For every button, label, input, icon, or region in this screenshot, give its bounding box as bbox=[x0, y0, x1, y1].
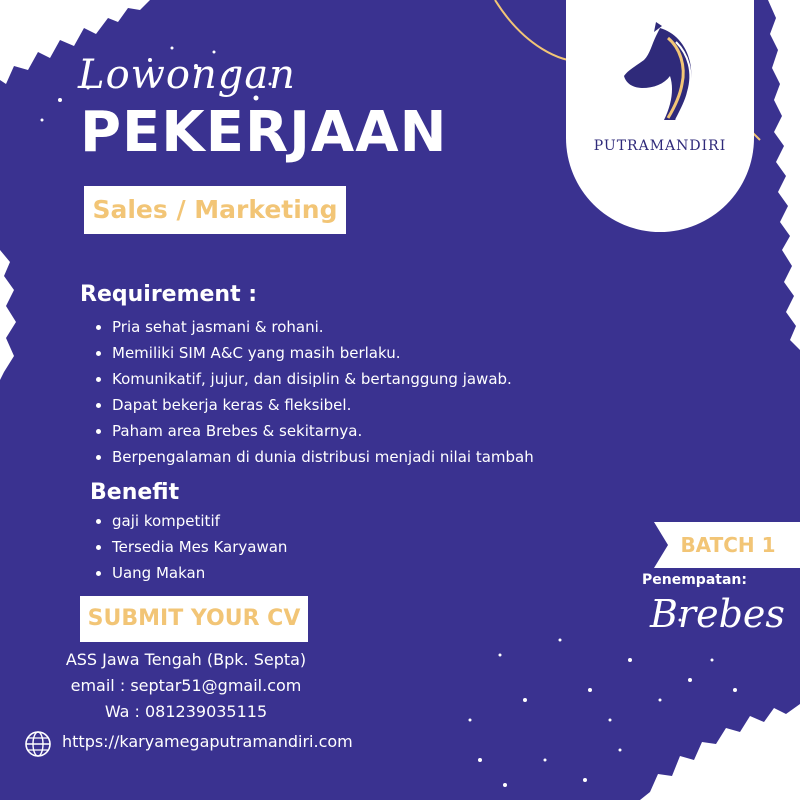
placement-city: Brebes bbox=[650, 592, 785, 636]
requirement-title: Requirement : bbox=[80, 282, 258, 307]
position-label: Sales / Marketing bbox=[84, 186, 346, 234]
requirement-list bbox=[94, 314, 534, 470]
benefit-item: Tersedia Mes Karyawan bbox=[94, 534, 287, 560]
benefit-list bbox=[94, 508, 287, 586]
torn-paper-right bbox=[768, 0, 800, 350]
torn-paper-left bbox=[0, 250, 16, 380]
benefit-title: Benefit bbox=[90, 480, 180, 505]
requirement-item: Dapat bekerja keras & fleksibel. bbox=[94, 392, 534, 418]
website-link[interactable]: https://karyamegaputramandiri.com bbox=[62, 732, 353, 751]
submit-cv-button[interactable]: SUBMIT YOUR CV bbox=[80, 596, 308, 642]
contact-wa[interactable]: Wa : 081239035115 bbox=[104, 702, 268, 721]
placement-label: Penempatan: bbox=[642, 572, 747, 588]
horse-head-icon bbox=[616, 22, 706, 126]
torn-paper-bottom-right bbox=[640, 704, 800, 800]
requirement-item: Pria sehat jasmani & rohani. bbox=[94, 314, 534, 340]
globe-icon bbox=[24, 730, 52, 758]
heading-script: Lowongan bbox=[78, 52, 296, 98]
requirement-item: Memiliki SIM A&C yang masih berlaku. bbox=[94, 340, 534, 366]
requirement-item: Komunikatif, jujur, dan disiplin & bertanggung jawab. bbox=[94, 366, 534, 392]
logo-text: PUTRAMANDIRI bbox=[593, 138, 727, 154]
benefit-item: gaji kompetitif bbox=[94, 508, 287, 534]
heading-main: PEKERJAAN bbox=[80, 100, 448, 165]
contact-email[interactable]: email : septar51@gmail.com bbox=[70, 676, 302, 695]
requirement-item: Paham area Brebes & sekitarnya. bbox=[94, 418, 534, 444]
benefit-item: Uang Makan bbox=[94, 560, 287, 586]
requirement-item: Berpengalaman di dunia distribusi menjadi nilai tambah bbox=[94, 444, 534, 470]
contact-name: ASS Jawa Tengah (Bpk. Septa) bbox=[65, 650, 307, 669]
batch-label: BATCH 1 bbox=[680, 533, 776, 557]
